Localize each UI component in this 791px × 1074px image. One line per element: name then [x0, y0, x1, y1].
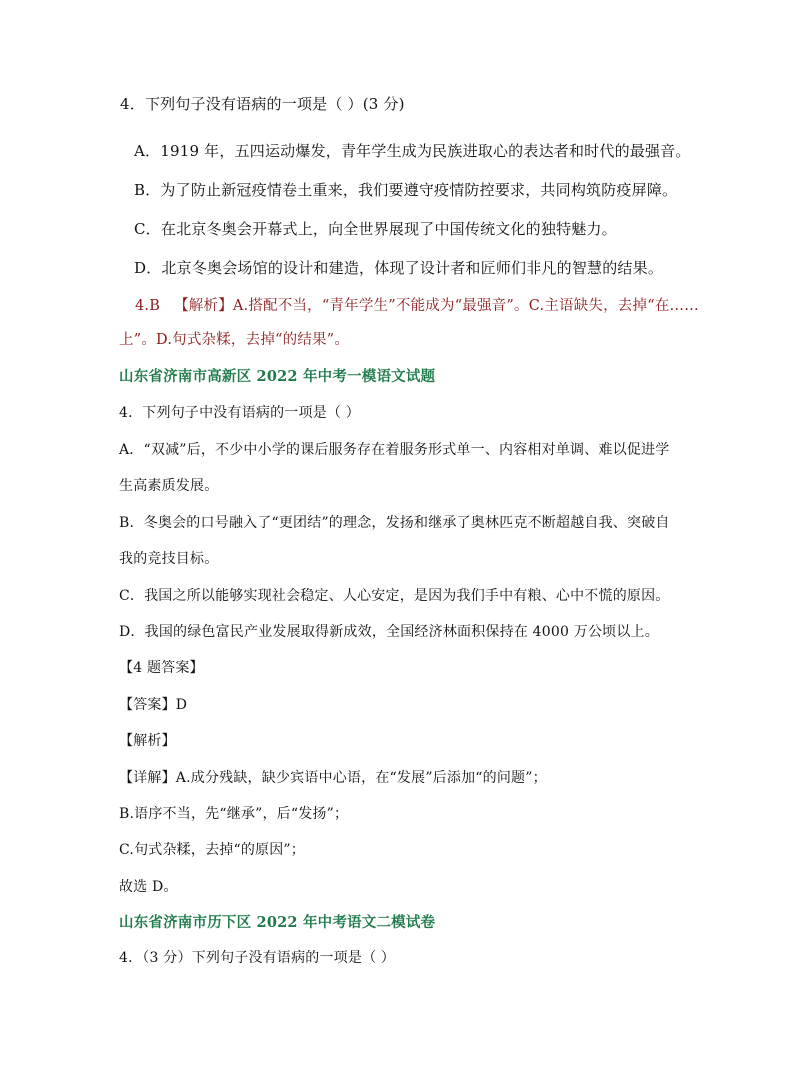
option-a-line2: 生高素质发展。	[119, 478, 219, 494]
option-a-line1: A．“双减”后，不少中小学的课后服务存在着服务形式单一、内容相对单调、难以促进学	[119, 442, 670, 458]
option-b-line2: 我的竞技目标。	[119, 551, 219, 567]
question-4-stem-2: 4．下列句子中没有语病的一项是（ ）	[119, 405, 360, 421]
answer-explanation-line1	[135, 296, 699, 316]
answer-title: 【4 题答案】	[119, 660, 204, 676]
analysis-title: 【解析】	[119, 733, 176, 749]
answer-value: 【答案】D	[119, 697, 188, 713]
option-d: D．北京冬奥会场馆的设计和建造，体现了设计者和匠师们非凡的智慧的结果。	[134, 259, 664, 277]
option-a: A．1919 年，五四运动爆发，青年学生成为民族进取心的表达者和时代的最强音。	[134, 142, 691, 160]
section-heading-lixia: 山东省济南市历下区 2022 年中考语文二模试卷	[119, 914, 436, 931]
answer-explanation-line2: 上”。D.句式杂糅，去掉“的结果”。	[119, 332, 350, 348]
option-c: C．在北京冬奥会开幕式上，向全世界展现了中国传统文化的独特魅力。	[134, 220, 617, 238]
detail-line-a: 【详解】A.成分残缺，缺少宾语中心语，在“发展”后添加“的问题”；	[119, 770, 547, 786]
section-heading-gaoxin: 山东省济南市高新区 2022 年中考一模语文试题	[119, 368, 436, 385]
detail-line-b: B.语序不当，先“继承”，后“发扬”；	[119, 806, 349, 822]
option-c-2: C．我国之所以能够实现社会稳定、人心安定，是因为我们手中有粮、心中不慌的原因。	[119, 588, 670, 604]
question-4-stem: 4．下列句子没有语病的一项是（ ）(3 分)	[120, 95, 405, 113]
question-4-stem-3: 4．（3 分）下列句子没有语病的一项是（ ）	[119, 950, 396, 966]
option-b-line1: B．冬奥会的口号融入了“更团结”的理念，发扬和继承了奥林匹克不断超越自我、突破自	[119, 515, 670, 531]
answer-analysis: 【解析】A.搭配不当，“青年学生”不能成为“最强音”。C.主语缺失，去掉“在……	[174, 298, 699, 314]
detail-line-c: C.句式杂糅，去掉“的原因”；	[119, 842, 305, 858]
option-b: B．为了防止新冠疫情卷土重来，我们要遵守疫情防控要求，共同构筑防疫屏障。	[134, 181, 678, 199]
option-d-2: D．我国的绿色富民产业发展取得新成效，全国经济林面积保持在 4000 万公顷以上。	[119, 624, 659, 640]
conclusion: 故选 D。	[119, 879, 178, 895]
answer-number: 4.B	[135, 298, 161, 314]
